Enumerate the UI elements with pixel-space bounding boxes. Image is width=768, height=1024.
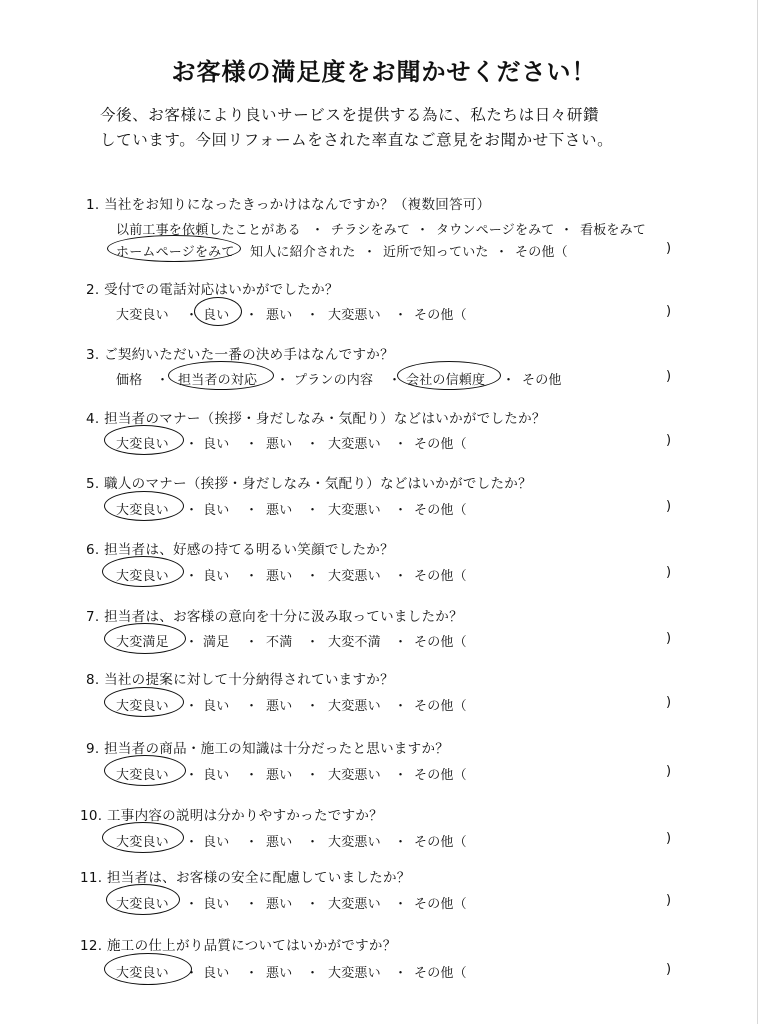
separator: ・ <box>560 223 574 238</box>
q2-option-4[interactable]: 大変悪い <box>328 308 381 323</box>
q11-option-1[interactable]: 大変良い <box>116 897 169 912</box>
q3-option-1[interactable]: 価格 <box>116 373 143 388</box>
q12-option-4[interactable]: 大変悪い <box>328 966 381 981</box>
question-number: 3. <box>86 347 100 363</box>
separator: ・ <box>306 897 320 912</box>
q7-option-2[interactable]: 満足 <box>203 635 230 650</box>
separator: ・ <box>502 373 516 388</box>
page-edge-line <box>757 0 758 1024</box>
separator: ・ <box>306 503 320 518</box>
q10-option-5[interactable]: その他（ <box>414 835 467 850</box>
question-4-label <box>86 407 686 427</box>
question-10-label <box>80 804 680 824</box>
separator: ・ <box>245 835 259 850</box>
separator: ・ <box>363 245 377 260</box>
q8-option-4[interactable]: 大変悪い <box>328 699 381 714</box>
close-paren: ) <box>666 304 672 319</box>
q4-option-3[interactable]: 悪い <box>266 437 293 452</box>
question-number: 5. <box>86 476 100 492</box>
question-number: 6. <box>86 542 100 558</box>
separator: ・ <box>185 308 199 323</box>
separator: ・ <box>394 966 408 981</box>
separator: ・ <box>185 635 199 650</box>
q3-option-5[interactable]: その他 <box>522 373 562 388</box>
q2-option-2[interactable]: 良い <box>203 308 230 323</box>
q6-option-4[interactable]: 大変悪い <box>328 569 381 584</box>
separator: ・ <box>306 699 320 714</box>
q11-option-2[interactable]: 良い <box>203 897 230 912</box>
separator: ・ <box>156 373 170 388</box>
survey-title: お客様の満足度をお聞かせください！ <box>171 58 597 86</box>
question-text: 受付での電話対応はいかがでしたか？ <box>104 282 339 298</box>
q9-option-5[interactable]: その他（ <box>414 768 467 783</box>
q10-option-4[interactable]: 大変悪い <box>328 835 381 850</box>
question-6-label <box>86 538 686 558</box>
separator: ・ <box>185 966 199 981</box>
separator: ・ <box>394 768 408 783</box>
question-number: 12. <box>80 938 103 954</box>
separator: ・ <box>185 503 199 518</box>
separator: ・ <box>311 223 325 238</box>
q6-option-1[interactable]: 大変良い <box>116 569 169 584</box>
q11-option-5[interactable]: その他（ <box>414 897 467 912</box>
intro-line-2: しています。今回リフォームをされた率直なご意見をお聞かせ下さい。 <box>100 131 614 149</box>
q5-option-2[interactable]: 良い <box>203 503 230 518</box>
q5-option-1[interactable]: 大変良い <box>116 503 169 518</box>
question-5-label <box>86 472 686 492</box>
close-paren: ) <box>666 764 672 779</box>
q4-option-5[interactable]: その他（ <box>414 437 467 452</box>
separator: ・ <box>495 245 509 260</box>
q5-option-4[interactable]: 大変悪い <box>328 503 381 518</box>
separator: ・ <box>394 897 408 912</box>
question-text: 当社の提案に対して十分納得されていますか？ <box>104 672 394 688</box>
q5-option-3[interactable]: 悪い <box>266 503 293 518</box>
q3-option-3[interactable]: プランの内容 <box>294 373 374 388</box>
q4-option-2[interactable]: 良い <box>203 437 230 452</box>
question-11-label <box>80 866 680 886</box>
q1-option-4[interactable]: 看板をみて <box>580 223 647 238</box>
q10-option-1[interactable]: 大変良い <box>116 835 169 850</box>
q1-option-8[interactable]: その他（ <box>515 245 568 260</box>
question-text: 担当者のマナー（挨拶・身だしなみ・気配り）などはいかがでしたか？ <box>104 411 546 427</box>
question-text: 担当者は、お客様の意向を十分に汲み取っていましたか？ <box>104 609 463 625</box>
question-number: 9. <box>86 741 100 757</box>
q1-option-6[interactable]: 知人に紹介された <box>250 245 356 260</box>
q12-option-5[interactable]: その他（ <box>414 966 467 981</box>
separator: ・ <box>245 635 259 650</box>
separator: ・ <box>245 569 259 584</box>
question-3-label <box>86 343 686 363</box>
question-number: 11. <box>80 870 103 886</box>
separator: ・ <box>394 635 408 650</box>
q12-option-3[interactable]: 悪い <box>266 966 293 981</box>
q9-option-1[interactable]: 大変良い <box>116 768 169 783</box>
q5-option-5[interactable]: その他（ <box>414 503 467 518</box>
separator: ・ <box>185 437 199 452</box>
q2-option-5[interactable]: その他（ <box>414 308 467 323</box>
question-text: 当社をお知りになったきっかけはなんですか？（複数回答可） <box>104 197 491 213</box>
q2-option-1[interactable]: 大変良い <box>116 308 169 323</box>
close-paren: ) <box>666 893 672 908</box>
q9-option-2[interactable]: 良い <box>203 768 230 783</box>
q7-option-5[interactable]: その他（ <box>414 635 467 650</box>
separator: ・ <box>394 699 408 714</box>
separator: ・ <box>185 897 199 912</box>
question-number: 2. <box>86 282 100 298</box>
separator: ・ <box>306 569 320 584</box>
separator: ・ <box>306 308 320 323</box>
separator: ・ <box>185 569 199 584</box>
separator: ・ <box>306 635 320 650</box>
q7-option-4[interactable]: 大変不満 <box>328 635 381 650</box>
close-paren: ) <box>666 241 672 256</box>
q4-option-1[interactable]: 大変良い <box>116 437 169 452</box>
question-text: 担当者の商品・施工の知識は十分だったと思いますか？ <box>104 741 450 757</box>
q12-option-2[interactable]: 良い <box>203 966 230 981</box>
separator: ・ <box>416 223 430 238</box>
q1-option-3[interactable]: タウンページをみて <box>436 223 555 238</box>
separator: ・ <box>394 503 408 518</box>
q1-option-5[interactable]: ホームページをみて <box>116 245 235 260</box>
q6-option-5[interactable]: その他（ <box>414 569 467 584</box>
intro-line-1: 今後、お客様により良いサービスを提供する為に、私たちは日々研鑽 <box>100 106 600 124</box>
separator: ・ <box>276 373 290 388</box>
q10-option-3[interactable]: 悪い <box>266 835 293 850</box>
q1-option-7[interactable]: 近所で知っていた <box>383 245 489 260</box>
separator: ・ <box>245 308 259 323</box>
q8-option-3[interactable]: 悪い <box>266 699 293 714</box>
q6-option-2[interactable]: 良い <box>203 569 230 584</box>
q1-option-1[interactable]: 以前工事を依頼したことがある <box>116 223 301 238</box>
question-text: 工事内容の説明は分かりやすかったですか？ <box>106 808 383 824</box>
q3-option-2[interactable]: 担当者の対応 <box>178 373 258 388</box>
separator: ・ <box>306 966 320 981</box>
separator: ・ <box>245 437 259 452</box>
separator: ・ <box>245 699 259 714</box>
separator: ・ <box>306 768 320 783</box>
question-7-label <box>86 605 686 625</box>
q4-option-4[interactable]: 大変悪い <box>328 437 381 452</box>
q11-option-4[interactable]: 大変悪い <box>328 897 381 912</box>
separator: ・ <box>394 835 408 850</box>
close-paren: ) <box>666 695 672 710</box>
separator: ・ <box>394 437 408 452</box>
q8-option-2[interactable]: 良い <box>203 699 230 714</box>
q7-option-1[interactable]: 大変満足 <box>116 635 169 650</box>
separator: ・ <box>185 699 199 714</box>
close-paren: ) <box>666 831 672 846</box>
separator: ・ <box>306 437 320 452</box>
separator: ・ <box>245 897 259 912</box>
question-1-label <box>86 193 686 213</box>
q8-option-5[interactable]: その他（ <box>414 699 467 714</box>
q1-option-2[interactable]: チラシをみて <box>331 223 411 238</box>
q2-option-3[interactable]: 悪い <box>266 308 293 323</box>
close-paren: ) <box>666 962 672 977</box>
separator: ・ <box>245 503 259 518</box>
question-8-label <box>86 668 686 688</box>
question-text: 担当者は、お客様の安全に配慮していましたか？ <box>106 870 411 886</box>
question-text: ご契約いただいた一番の決め手はなんですか？ <box>104 347 394 363</box>
separator: ・ <box>388 373 402 388</box>
separator: ・ <box>394 308 408 323</box>
question-number: 10. <box>80 808 103 824</box>
question-9-label <box>86 737 686 757</box>
question-12-label <box>80 934 680 954</box>
q9-option-3[interactable]: 悪い <box>266 768 293 783</box>
question-2-label <box>86 278 686 298</box>
question-number: 1. <box>86 197 100 213</box>
q11-option-3[interactable]: 悪い <box>266 897 293 912</box>
q7-option-3[interactable]: 不満 <box>266 635 293 650</box>
separator: ・ <box>394 569 408 584</box>
question-text: 施工の仕上がり品質についてはいかがですか？ <box>106 938 397 954</box>
close-paren: ) <box>666 499 672 514</box>
separator: ・ <box>185 768 199 783</box>
intro-text <box>100 103 700 153</box>
q12-option-1[interactable]: 大変良い <box>116 966 169 981</box>
close-paren: ) <box>666 433 672 448</box>
close-paren: ) <box>666 369 672 384</box>
question-text: 職人のマナー（挨拶・身だしなみ・気配り）などはいかがでしたか？ <box>104 476 532 492</box>
q9-option-4[interactable]: 大変悪い <box>328 768 381 783</box>
q3-option-4[interactable]: 会社の信頼度 <box>406 373 486 388</box>
close-paren: ) <box>666 631 672 646</box>
question-text: 担当者は、好感の持てる明るい笑顔でしたか？ <box>104 542 394 558</box>
separator: ・ <box>245 966 259 981</box>
q8-option-1[interactable]: 大変良い <box>116 699 169 714</box>
separator: ・ <box>306 835 320 850</box>
close-paren: ) <box>666 565 672 580</box>
question-number: 7. <box>86 609 100 625</box>
q10-option-2[interactable]: 良い <box>203 835 230 850</box>
q6-option-3[interactable]: 悪い <box>266 569 293 584</box>
separator: ・ <box>245 768 259 783</box>
separator: ・ <box>185 835 199 850</box>
question-number: 8. <box>86 672 100 688</box>
question-number: 4. <box>86 411 100 427</box>
